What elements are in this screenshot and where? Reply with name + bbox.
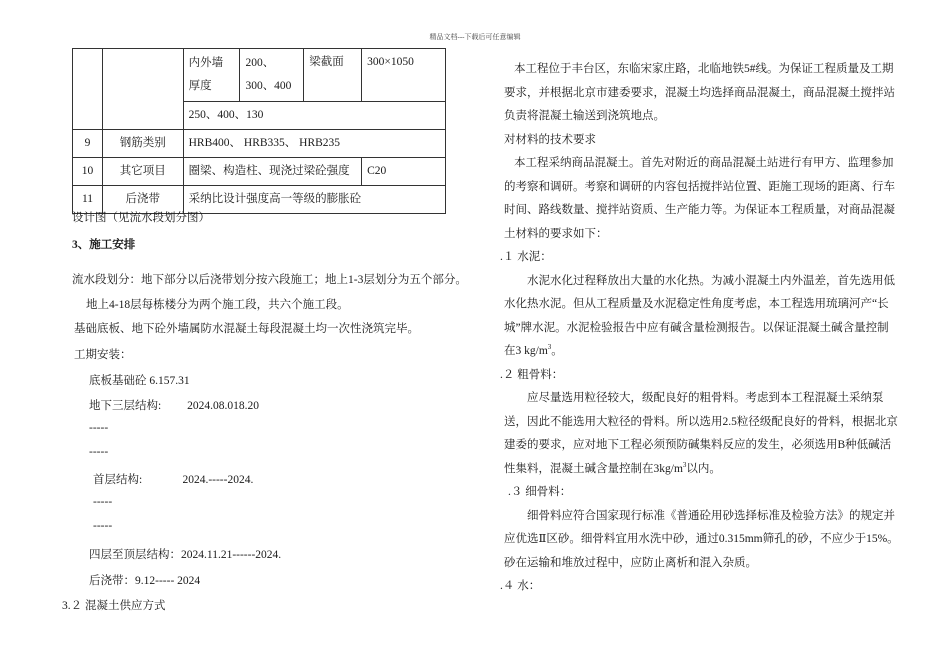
section-heading: 3、施工安排 — [72, 239, 136, 251]
design-note: 设计图（见流水段划分图） — [72, 212, 210, 224]
schedule-dash: ----- — [93, 496, 113, 508]
table-cell — [102, 49, 183, 130]
schedule-item: 后浇带：9.12----- 2024 — [89, 575, 201, 587]
table-cell: 300×1050 — [362, 49, 446, 102]
paragraph: 基础底板、地下砼外墙属防水混凝土每段混凝土均一次性浇筑完毕。 — [74, 323, 419, 335]
superscript: 3 — [682, 460, 687, 469]
paragraph: 本工程位于丰台区，东临宋家庄路，北临地铁5#线。为保证工程质量及工期要求，并根据北京市建委要求，混凝土均选择商品混凝土，商品混凝土搅拌站负责将混凝土输送到浇筑地点。 — [504, 63, 895, 122]
schedule-item: 底板基础砼 6.157.31 — [89, 375, 190, 387]
table-cell: 200、300、400 — [240, 49, 304, 102]
section-heading: 3.２ 混凝土供应方式 — [62, 600, 166, 612]
table-cell: 9 — [73, 130, 103, 158]
schedule-item: 地下三层结构: 2024.08.018.20 — [89, 400, 259, 412]
sub-heading: .２ 粗骨料： — [500, 368, 564, 381]
sub-heading: .１ 水泥： — [500, 251, 552, 263]
schedule-dash: ----- — [89, 422, 109, 434]
table-cell: 250、400、130 — [183, 102, 445, 130]
table-cell: 梁截面 — [304, 49, 362, 102]
paragraph — [504, 270, 900, 364]
paragraph: 地上4-18层每栋楼分为两个施工段，共六个施工段。 — [86, 299, 349, 311]
sub-heading: .４ 水： — [500, 580, 541, 592]
schedule-dash: ----- — [89, 446, 109, 458]
paragraph-text: 。 — [551, 345, 563, 357]
paragraph: 流水段划分：地下部分以后浇带划分按六段施工；地上1-3层划分为五个部分。 — [72, 274, 467, 286]
table-cell: HRB400、 HRB335、 HRB235 — [183, 130, 445, 158]
table-row — [73, 130, 446, 158]
table-cell: 钢筋类别 — [102, 130, 183, 158]
paragraph: 细骨料应符合国家现行标准《普通砼用砂选择标准及检验方法》的规定并应优选Ⅱ区砂。细骨料宜用水洗中砂，通过0.315mm筛孔的砂，不应少于15%。砂在运输和堆放过程中，应防止离析和混入杂质。 — [504, 509, 899, 569]
schedule-item: 四层至顶层结构：2024.11.21------2024. — [89, 549, 282, 561]
table-cell: 其它项目 — [102, 158, 183, 186]
table-cell: 10 — [73, 158, 103, 186]
page-header: 精品文档---下载后可任意编辑 — [429, 33, 521, 41]
table-cell: 采纳比设计强度高一等级的膨胀砼 — [183, 186, 445, 214]
paragraph — [504, 387, 900, 481]
table-cell: C20 — [362, 158, 446, 186]
sub-heading: .３ 细骨料： — [508, 486, 572, 498]
right-column — [500, 58, 900, 599]
table-row — [73, 49, 446, 102]
superscript: 3 — [547, 343, 552, 352]
paragraph-text: 以内。 — [686, 462, 721, 475]
left-column — [54, 48, 454, 214]
paragraph-text: 应尽量选用粒径较大，级配良好的粗骨料。考虑到本工程混凝土采纳泵送，因此不能选用大粒径的骨料。所以选用2.5粒径级配良好的骨料，根据北京建委的要求，应对地下工程必须预防碱集料反应的发生，必须选用B种低碱活性集料，混凝土碱含量控制在3kg/m — [504, 392, 898, 475]
table-cell: 内外墙厚度 — [183, 49, 240, 102]
table-cell: 后浇带 — [102, 186, 183, 214]
schedule-dash: ----- — [93, 520, 113, 532]
table-cell — [73, 49, 103, 130]
table-cell: 圈梁、构造柱、现浇过梁砼强度 — [183, 158, 361, 186]
schedule-item: 首层结构: 2024.-----2024. — [93, 474, 254, 486]
spec-table — [72, 48, 446, 214]
section-heading: 对材料的技术要求 — [504, 133, 596, 146]
paragraph-text: 水泥水化过程释放出大量的水化热。为减小混凝土内外温差，首先选用低水化热水泥。但从工程质量及水泥稳定性角度考虑，本工程选用琉璃河产“长城”牌水泥。水泥检验报告中应有碱含量检测报告。以保证混凝土碱含量控制在3 kg/m — [504, 274, 895, 357]
table-row — [73, 158, 446, 186]
table-cell: 11 — [73, 186, 103, 214]
schedule-title: 工期安装： — [74, 349, 132, 361]
paragraph: 本工程采纳商品混凝土。首先对附近的商品混凝土站进行有甲方、监理参加的考察和调研。考察和调研的内容包括搅拌站位置、距施工现场的距离、行车时间、路线数量、搅拌站资质、生产能力等。为保证本工程质量，对商品混凝土材料的要求如下： — [504, 157, 895, 240]
